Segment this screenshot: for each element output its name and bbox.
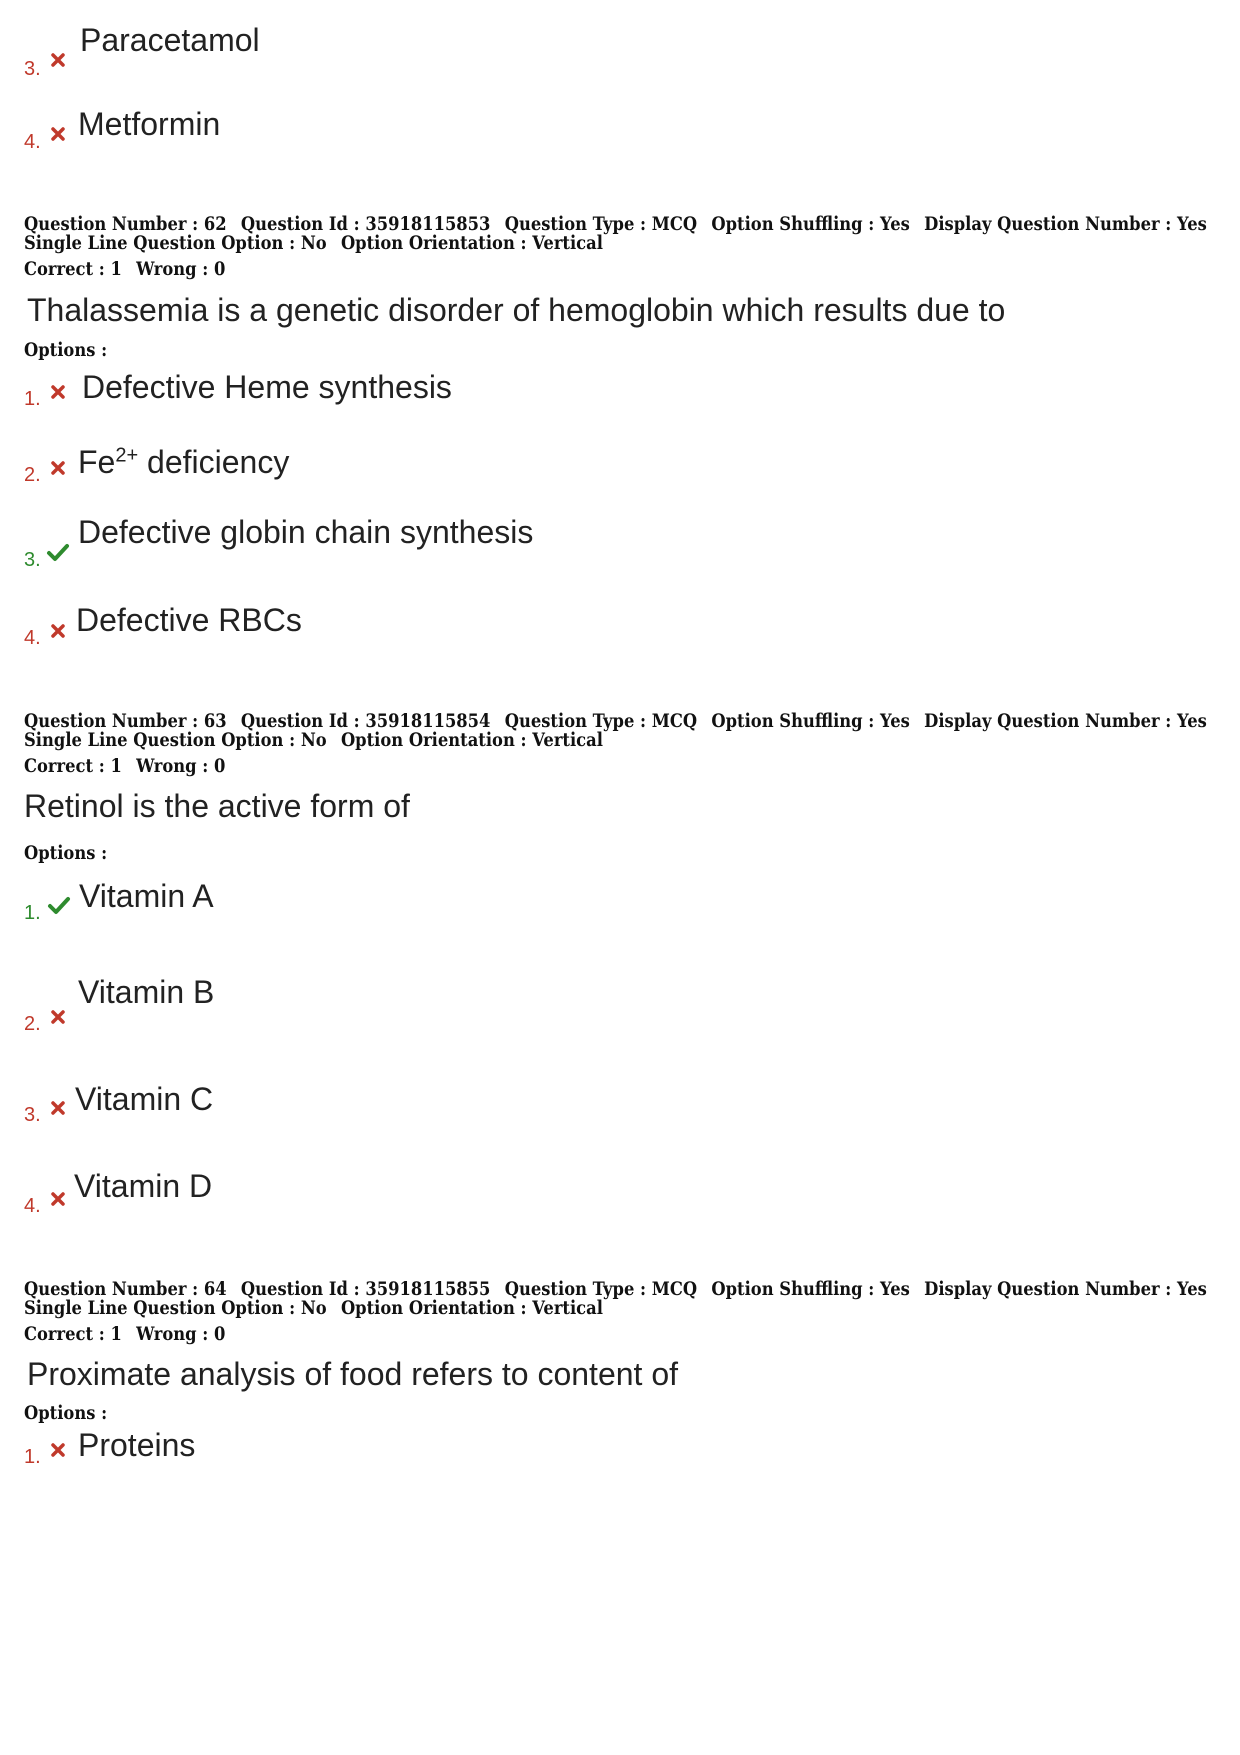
- option-text: Vitamin A: [79, 878, 214, 914]
- checkmark-icon: [46, 543, 70, 563]
- question-text: Proximate analysis of food refers to content of: [27, 1356, 678, 1392]
- checkmark-icon: [47, 896, 71, 916]
- option-text: Paracetamol: [80, 22, 260, 58]
- option-text: $Fe^{2+}$ deficiency: [78, 444, 290, 480]
- cross-icon: [51, 53, 65, 67]
- cross-icon: [51, 624, 65, 638]
- question-meta-line-2: Single Line Question Option : No Option Orientation : Vertical: [24, 729, 603, 751]
- option-number: 3.: [24, 1104, 41, 1126]
- cross-icon: [51, 127, 65, 141]
- question-meta-line-1: Question Number : 64 Question Id : 35918115855 Question Type : MCQ Option Shuffling : Yes Display Question Number : Yes: [24, 1278, 1207, 1300]
- option-text: Vitamin C: [75, 1081, 214, 1117]
- question-meta-line-2: Single Line Question Option : No Option Orientation : Vertical: [24, 1297, 603, 1319]
- question-score: Correct : 1 Wrong : 0: [24, 755, 226, 777]
- question-text: Thalassemia is a genetic disorder of hemoglobin which results due to: [27, 292, 1006, 328]
- question-meta-line-1: Question Number : 62 Question Id : 35918115853 Question Type : MCQ Option Shuffling : Yes Display Question Number : Yes: [24, 213, 1207, 235]
- option-number: 3.: [24, 58, 41, 80]
- cross-icon: [51, 1101, 65, 1115]
- options-label: Options :: [24, 339, 108, 361]
- option-number: 3.: [24, 549, 41, 571]
- options-label: Options :: [24, 842, 108, 864]
- cross-icon: [51, 1443, 65, 1457]
- cross-icon: [51, 1192, 65, 1206]
- option-number: 4.: [24, 627, 41, 649]
- question-meta-line-2: Single Line Question Option : No Option Orientation : Vertical: [24, 232, 603, 254]
- option-number: 4.: [24, 1195, 41, 1217]
- question-score: Correct : 1 Wrong : 0: [24, 258, 226, 280]
- option-text: Defective Heme synthesis: [82, 369, 452, 405]
- option-text: Proteins: [78, 1427, 196, 1463]
- cross-icon: [51, 1010, 65, 1024]
- question-text: Retinol is the active form of: [24, 788, 410, 824]
- option-number: 4.: [24, 131, 41, 153]
- options-label: Options :: [24, 1402, 108, 1424]
- option-number: 2.: [24, 1013, 41, 1035]
- option-text: Metformin: [78, 106, 221, 142]
- option-number: 1.: [24, 902, 41, 924]
- option-number: 1.: [24, 1446, 41, 1468]
- question-meta-line-1: Question Number : 63 Question Id : 35918115854 Question Type : MCQ Option Shuffling : Yes Display Question Number : Yes: [24, 710, 1207, 732]
- question-score: Correct : 1 Wrong : 0: [24, 1323, 226, 1345]
- option-text: Vitamin B: [78, 974, 215, 1010]
- option-number: 1.: [24, 388, 41, 410]
- option-text: Defective globin chain synthesis: [78, 514, 534, 550]
- option-text: Vitamin D: [74, 1168, 213, 1204]
- option-text: Defective RBCs: [76, 602, 302, 638]
- cross-icon: [51, 461, 65, 475]
- option-number: 2.: [24, 464, 41, 486]
- cross-icon: [51, 385, 65, 399]
